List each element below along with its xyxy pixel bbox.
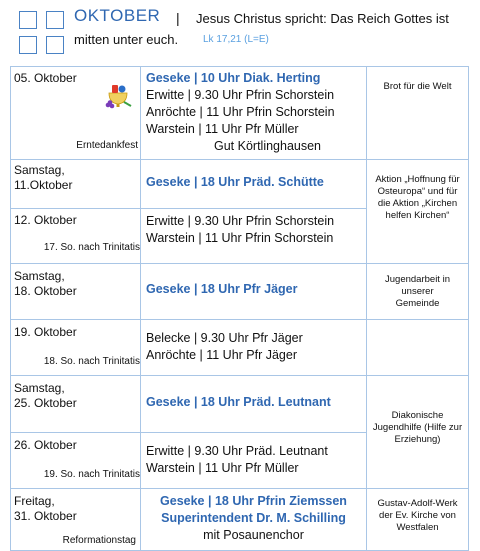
liturgical-note: 19. So. nach Trinitatis [43,469,140,480]
services-cell [141,160,367,209]
liturgical-note: Erntedankfest [76,140,138,151]
monthly-verse-line2: mitten unter euch. [74,32,179,47]
services-cell [141,376,367,433]
services-cell [141,264,367,320]
service-line: Geseke | 18 Uhr Pfrin Ziemssen [160,494,347,508]
service-weekday: Samstag, [14,163,65,177]
services-cell [141,320,367,376]
service-line: Geseke | 18 Uhr Präd. Leutnant [146,395,331,409]
service-date: 12. Oktober [14,213,77,227]
checkbox-square-icon [19,36,37,54]
service-weekday: Samstag, [14,381,65,395]
table-row [11,67,469,160]
collection-cell [367,160,469,264]
date-cell [11,209,141,264]
collection-cell [367,264,469,320]
collection-cell [367,320,469,376]
service-line: Geseke | 18 Uhr Präd. Schütte [146,175,324,189]
service-date: 25. Oktober [14,396,77,410]
services-cell [141,209,367,264]
service-line: Warstein | 11 Uhr Pfr Müller [146,122,299,136]
collection-purpose: Jugendarbeit in unserer Gemeinde [385,274,450,309]
service-weekday: Freitag, [14,494,55,508]
service-line: Warstein | 11 Uhr Pfrin Schorstein [146,231,334,245]
checkbox-square-icon [46,11,64,29]
service-date: 11.Oktober [14,178,73,192]
date-cell [11,264,141,320]
collection-cell [367,67,469,160]
service-line: Geseke | 18 Uhr Pfr Jäger [146,282,298,296]
service-weekday: Samstag, [14,269,65,283]
table-row [11,489,469,551]
table-row [11,264,469,320]
liturgical-note: 18. So. nach Trinitatis [43,356,140,367]
services-cell [141,433,367,489]
service-line: Warstein | 11 Uhr Pfr Müller [146,461,299,475]
service-line: mit Posaunenchor [203,528,304,542]
services-cell [141,489,367,551]
service-date: 26. Oktober [14,438,77,452]
service-date: 19. Oktober [14,325,77,339]
month-title: OKTOBER [74,6,161,25]
services-cell [141,67,367,160]
collection-purpose: Aktion „Hoffnung für Osteuropa“ und für die Aktion „Kirchen helfen Kirchen“ [375,174,460,221]
service-line: Erwitte | 9.30 Uhr Präd. Leutnant [146,444,328,458]
service-line: Gut Körtlinghausen [214,139,322,153]
liturgical-note: Reformationstag [62,535,136,546]
service-line: Superintendent Dr. M. Schilling [161,511,346,525]
table-row [11,160,469,209]
page-header [0,0,480,62]
service-date: 18. Oktober [14,284,77,298]
checkbox-square-icon [19,11,37,29]
table-row [11,376,469,433]
service-line: Erwitte | 9.30 Uhr Pfrin Schorstein [146,88,335,102]
date-cell [11,160,141,209]
service-line: Erwitte | 9.30 Uhr Pfrin Schorstein [146,214,335,228]
harvest-icon [103,83,133,109]
table-row [11,320,469,376]
collection-cell [367,376,469,489]
header-separator: | [176,10,180,26]
service-line: Belecke | 9.30 Uhr Pfr Jäger [146,331,303,345]
service-date: 31. Oktober [14,509,77,523]
service-line: Anröchte | 11 Uhr Pfr Jäger [146,348,298,362]
date-cell [11,433,141,489]
collection-purpose: Gustav-Adolf-Werk der Ev. Kirche von Westfalen [377,498,458,533]
service-line: Geseke | 10 Uhr Diak. Herting [146,71,321,85]
collection-purpose: Brot für die Welt [383,81,452,92]
service-line: Anröchte | 11 Uhr Pfrin Schorstein [146,105,335,119]
collection-cell [367,489,469,551]
date-cell [11,67,141,160]
verse-reference: Lk 17,21 (L=E) [203,34,269,45]
service-date: 05. Oktober [14,71,77,85]
liturgical-note: 17. So. nach Trinitatis [43,242,140,253]
service-schedule-table [10,66,469,551]
date-cell [11,376,141,433]
collection-purpose: Diakonische Jugendhilfe (Hilfe zur Erziehung) [372,410,463,445]
monthly-verse-line1: Jesus Christus spricht: Das Reich Gottes ist [196,11,449,26]
date-cell [11,489,141,551]
checkbox-square-icon [46,36,64,54]
date-cell [11,320,141,376]
